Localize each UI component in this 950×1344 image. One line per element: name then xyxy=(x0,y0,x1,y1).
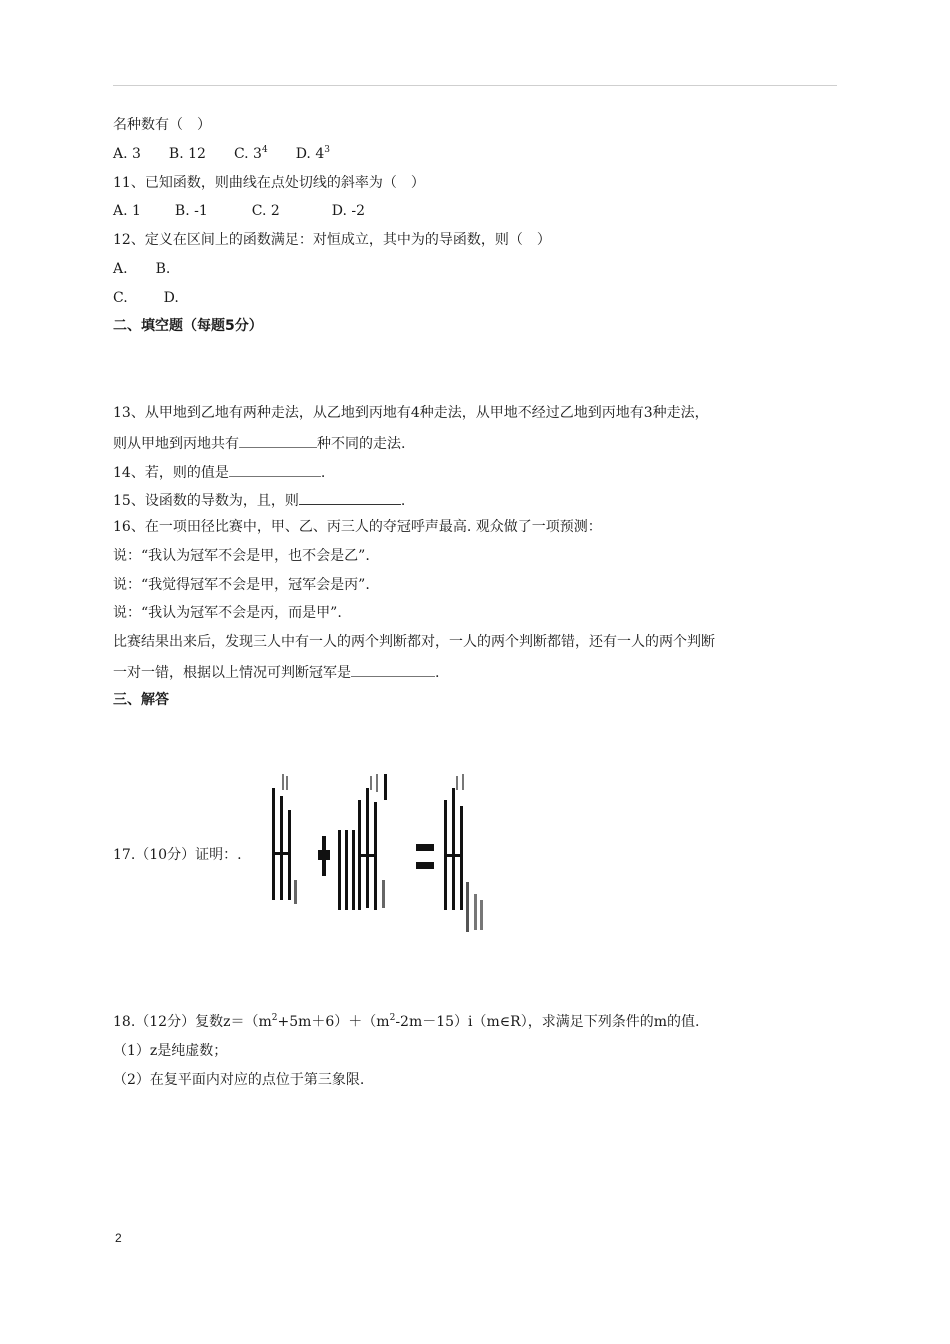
q10-options xyxy=(113,145,330,165)
q10-option-b: B. 12 xyxy=(168,146,206,162)
q13-line2: 则从甲地到丙地共有 种不同的走法. xyxy=(113,433,405,453)
q15-line: 15、设函数的导数为，且，则 . xyxy=(113,490,405,510)
q12-option-a: A. xyxy=(113,261,128,277)
q16-line6: 一对一错，根据以上情况可判断冠军是 . xyxy=(113,662,439,682)
q12-option-c: C. xyxy=(113,290,128,306)
q10-option-d: D. $4^3$ xyxy=(295,145,330,162)
q16-statement-1: 说：“我认为冠军不会是甲，也不会是乙”. xyxy=(113,548,370,564)
q16-answer-blank[interactable] xyxy=(351,662,435,677)
q10-option-c: C. $3^4$ xyxy=(233,145,268,162)
q11-stem: 11、已知函数，则曲线在点处切线的斜率为（ ） xyxy=(113,175,425,191)
q12-option-b: B. xyxy=(155,261,171,277)
q17-stem: 17.（10分）证明：. xyxy=(113,847,242,863)
section-answer-heading: 三、解答 xyxy=(113,692,169,708)
q18-stem: 18.（12分）复数$z=(m^2+5m+6)+(m^2-2m-15)i(m\in R)$，求满足下列条件的m的值. xyxy=(113,1013,700,1030)
q10-option-a: A. 3 xyxy=(113,146,141,162)
q15-answer-blank[interactable] xyxy=(299,490,401,505)
section-fill-in-heading: 二、填空题（每题5分） xyxy=(113,318,263,334)
q16-line1: 16、在一项田径比赛中，甲、乙、丙三人的夺冠呼声最高. 观众做了一项预测： xyxy=(113,519,602,535)
q16-statement-3: 说：“我认为冠军不会是丙，而是甲”. xyxy=(113,605,342,621)
q10-tail: 名种数有（ ） xyxy=(113,117,211,133)
q11-option-b: B. -1 xyxy=(174,203,208,219)
permutation-formula-image xyxy=(266,770,496,938)
q14-answer-blank[interactable] xyxy=(229,462,321,477)
q11-option-d: D. -2 xyxy=(331,203,366,219)
q16-line5: 比赛结果出来后，发现三人中有一人的两个判断都对，一人的两个判断都错，还有一人的两个判断 xyxy=(113,634,715,650)
page-number: 2 xyxy=(115,1231,122,1245)
q12-options-cd xyxy=(113,289,179,307)
q13-answer-blank[interactable] xyxy=(239,433,317,448)
q12-option-d: D. xyxy=(163,290,179,306)
q11-options xyxy=(113,202,365,220)
q14-line: 14、若，则的值是 . xyxy=(113,462,325,482)
q12-stem: 12、定义在区间上的函数满足：对恒成立，其中为的导函数，则（ ） xyxy=(113,232,551,248)
q11-option-c: C. 2 xyxy=(251,203,280,219)
q13-line1: 13、从甲地到乙地有两种走法，从乙地到丙地有4种走法，从甲地不经过乙地到丙地有3种走法， xyxy=(113,405,709,421)
q18-part-1: （1）z是纯虚数； xyxy=(113,1043,228,1059)
q16-statement-2: 说：“我觉得冠军不会是甲，冠军会是丙”. xyxy=(113,577,370,593)
q18-part-2: （2）在复平面内对应的点位于第三象限. xyxy=(113,1072,365,1088)
q12-options-ab xyxy=(113,260,170,278)
header-rule xyxy=(113,85,837,86)
q11-option-a: A. 1 xyxy=(113,203,141,219)
